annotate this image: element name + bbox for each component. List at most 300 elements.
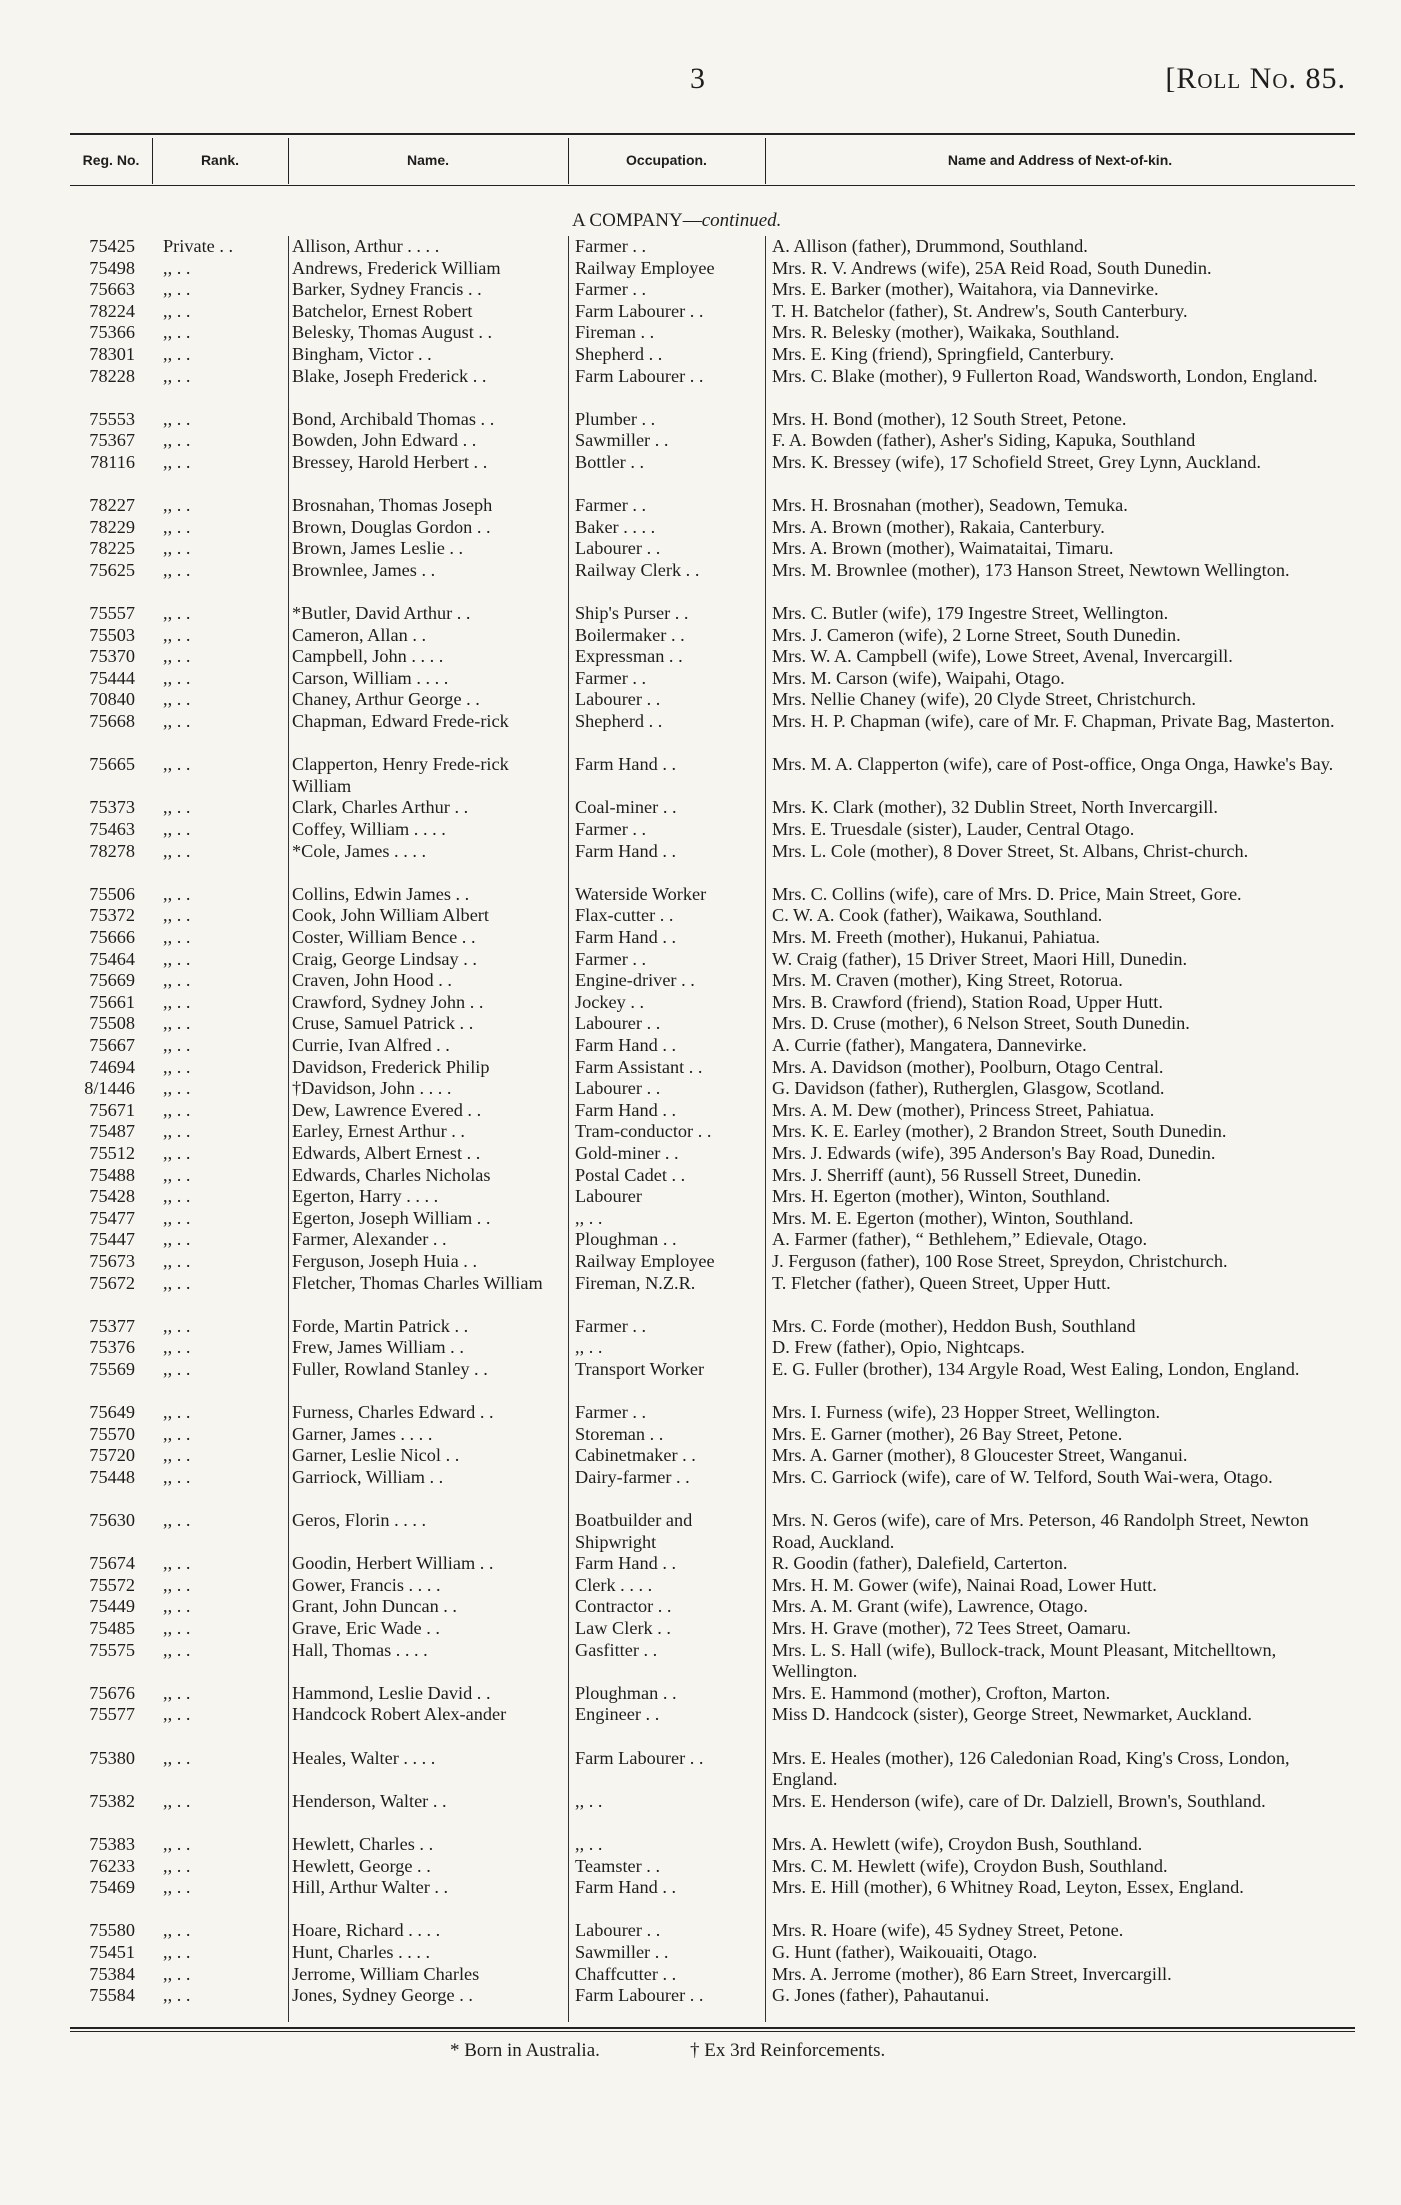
table-row bbox=[0, 344, 1401, 366]
name-cell: Hewlett, George . . bbox=[292, 1855, 431, 1876]
next-of-kin-cell: Mrs. M. Freeth (mother), Hukanui, Pahiatua. bbox=[772, 927, 1100, 947]
reg-cell: 75672 bbox=[89, 1272, 135, 1293]
name-cell: Coster, William Bence . . bbox=[292, 927, 476, 947]
name-cell: Blake, Joseph Frederick . . bbox=[292, 365, 487, 386]
name-cell: Andrews, Frederick William bbox=[292, 257, 501, 278]
next-of-kin-cell: Mrs. L. Cole (mother), 8 Dover Street, St. Albans, Christ-church. bbox=[772, 840, 1249, 861]
occupation-cell: Boatbuilder and Shipwright bbox=[575, 1510, 693, 1552]
reg-cell: 75503 bbox=[89, 624, 135, 645]
rank-cell: ,, . . bbox=[163, 365, 191, 386]
next-of-kin-cell: Mrs. K. Clark (mother), 32 Dublin Street, North Invercargill. bbox=[772, 797, 1218, 818]
rank-cell: ,, . . bbox=[163, 559, 191, 580]
next-of-kin-cell: G. Davidson (father), Rutherglen, Glasgow, Scotland. bbox=[772, 1078, 1165, 1099]
company-continued: continued. bbox=[701, 210, 782, 231]
occupation-cell: Expressman . . bbox=[575, 646, 683, 667]
name-cell: Egerton, Harry . . . . bbox=[292, 1186, 439, 1207]
table-row bbox=[0, 538, 1401, 560]
reg-cell: 75428 bbox=[89, 1186, 135, 1207]
reg-cell: 75451 bbox=[89, 1941, 135, 1962]
table-row bbox=[0, 711, 1401, 754]
table-row bbox=[0, 992, 1401, 1014]
occupation-cell: Farmer . . bbox=[575, 667, 647, 688]
next-of-kin-cell: Mrs. J. Cameron (wife), 2 Lorne Street, South Dunedin. bbox=[772, 624, 1181, 645]
occupation-cell: Railway Clerk . . bbox=[575, 559, 700, 580]
rank-cell: ,, . . bbox=[163, 1164, 191, 1185]
next-of-kin-cell: Mrs. I. Furness (wife), 23 Hopper Street, Wellington. bbox=[772, 1402, 1161, 1423]
next-of-kin-cell: Mrs. E. Hammond (mother), Crofton, Marton. bbox=[772, 1682, 1111, 1703]
reg-cell: 75584 bbox=[89, 1985, 135, 2006]
rank-cell: ,, . . bbox=[163, 1877, 191, 1898]
name-cell: Cook, John William Albert bbox=[292, 905, 489, 926]
occupation-cell: Labourer . . bbox=[575, 1078, 661, 1099]
reg-cell: 70840 bbox=[89, 689, 135, 710]
name-cell: Garner, Leslie Nicol . . bbox=[292, 1445, 460, 1466]
next-of-kin-cell: Mrs. E. Henderson (wife), care of Dr. Dalziell, Brown's, Southland. bbox=[772, 1790, 1266, 1811]
reg-cell: 75570 bbox=[89, 1423, 135, 1444]
rank-cell: ,, . . bbox=[163, 603, 191, 624]
table-row bbox=[0, 1035, 1401, 1057]
name-cell: Clapperton, Henry Frede-rick William bbox=[292, 754, 509, 796]
next-of-kin-cell: A. Farmer (father), “ Bethlehem,” Edievale, Otago. bbox=[772, 1229, 1148, 1250]
next-of-kin-cell: Mrs. A. Brown (mother), Waimataitai, Timaru. bbox=[772, 538, 1114, 559]
table-row bbox=[0, 689, 1401, 711]
occupation-cell: Farm Hand . . bbox=[575, 1034, 677, 1055]
table-row bbox=[0, 1121, 1401, 1143]
table-row bbox=[0, 1834, 1401, 1856]
table-row bbox=[0, 905, 1401, 927]
rank-cell: ,, . . bbox=[163, 1013, 191, 1034]
next-of-kin-cell: Mrs. R. V. Andrews (wife), 25A Reid Road, South Dunedin. bbox=[772, 257, 1212, 278]
reg-cell: 75553 bbox=[89, 408, 135, 429]
name-cell: Henderson, Walter . . bbox=[292, 1790, 447, 1811]
table-row bbox=[0, 668, 1401, 690]
name-cell: *Cole, James . . . . bbox=[292, 840, 427, 861]
name-cell: Garriock, William . . bbox=[292, 1466, 444, 1487]
next-of-kin-cell: Mrs. E. Truesdale (sister), Lauder, Central Otago. bbox=[772, 819, 1135, 840]
rank-cell: ,, . . bbox=[163, 1941, 191, 1962]
name-cell: Jerrome, William Charles bbox=[292, 1963, 480, 1984]
next-of-kin-cell: Mrs. A. M. Grant (wife), Lawrence, Otago. bbox=[772, 1596, 1088, 1617]
rank-cell: ,, . . bbox=[163, 1056, 191, 1077]
next-of-kin-cell: Mrs. H. Egerton (mother), Winton, Southland. bbox=[772, 1186, 1111, 1207]
reg-cell: 75625 bbox=[89, 559, 135, 580]
name-cell: Hunt, Charles . . . . bbox=[292, 1941, 431, 1962]
reg-cell: 75380 bbox=[89, 1747, 135, 1768]
occupation-cell: Ploughman . . bbox=[575, 1682, 677, 1703]
next-of-kin-cell: G. Jones (father), Pahautanui. bbox=[772, 1985, 990, 2006]
occupation-cell: Railway Employee bbox=[575, 1250, 715, 1271]
table-row bbox=[0, 1445, 1401, 1467]
next-of-kin-cell: Mrs. A. Davidson (mother), Poolburn, Otago Central. bbox=[772, 1056, 1164, 1077]
page-header bbox=[0, 62, 1401, 102]
next-of-kin-cell: Mrs. C. Blake (mother), 9 Fullerton Road, Wandsworth, London, England. bbox=[772, 365, 1318, 386]
name-cell: Currie, Ivan Alfred . . bbox=[292, 1034, 450, 1055]
rank-cell: ,, . . bbox=[163, 1142, 191, 1163]
column-header-occupation: Occupation. bbox=[626, 152, 707, 168]
name-cell: Geros, Florin . . . . bbox=[292, 1510, 427, 1531]
reg-cell: 75377 bbox=[89, 1315, 135, 1336]
next-of-kin-cell: Mrs. C. Butler (wife), 179 Ingestre Street, Wellington. bbox=[772, 603, 1169, 624]
occupation-cell: ,, . . bbox=[575, 1833, 603, 1854]
rank-cell: ,, . . bbox=[163, 1963, 191, 1984]
rank-cell: ,, . . bbox=[163, 1402, 191, 1423]
occupation-cell: Jockey . . bbox=[575, 991, 645, 1012]
reg-cell: 75666 bbox=[89, 927, 135, 947]
rank-cell: ,, . . bbox=[163, 1985, 191, 2006]
next-of-kin-cell: Mrs. H. P. Chapman (wife), care of Mr. F. Chapman, Private Bag, Masterton. bbox=[772, 711, 1335, 732]
next-of-kin-cell: Mrs. E. Hill (mother), 6 Whitney Road, Leyton, Essex, England. bbox=[772, 1877, 1244, 1898]
occupation-cell: Sawmiller . . bbox=[575, 1941, 669, 1962]
next-of-kin-cell: Mrs. L. S. Hall (wife), Bullock-track, Mount Pleasant, Mitchelltown, Wellington. bbox=[772, 1639, 1277, 1682]
table-row bbox=[0, 949, 1401, 971]
rank-cell: ,, . . bbox=[163, 991, 191, 1012]
occupation-cell: Teamster . . bbox=[575, 1855, 661, 1876]
next-of-kin-cell: Mrs. E. Garner (mother), 26 Bay Street, Petone. bbox=[772, 1423, 1123, 1444]
name-cell: Hall, Thomas . . . . bbox=[292, 1639, 428, 1660]
occupation-cell: Farmer . . bbox=[575, 236, 647, 256]
next-of-kin-cell: Mrs. J. Sherriff (aunt), 56 Russell Street, Dunedin. bbox=[772, 1164, 1142, 1185]
occupation-cell: Farmer . . bbox=[575, 1402, 647, 1423]
rank-cell: ,, . . bbox=[163, 1682, 191, 1703]
rank-cell: ,, . . bbox=[163, 1445, 191, 1466]
name-cell: Batchelor, Ernest Robert bbox=[292, 300, 473, 321]
occupation-cell: Labourer . . bbox=[575, 1920, 661, 1941]
occupation-cell: Farm Hand . . bbox=[575, 840, 677, 861]
table-row bbox=[0, 1985, 1401, 2007]
next-of-kin-cell: Mrs. H. Grave (mother), 72 Tees Street, Oamaru. bbox=[772, 1618, 1131, 1638]
next-of-kin-cell: Mrs. W. A. Campbell (wife), Lowe Street, Avenal, Invercargill. bbox=[772, 646, 1233, 667]
rank-cell: ,, . . bbox=[163, 430, 191, 451]
next-of-kin-cell: W. Craig (father), 15 Driver Street, Maori Hill, Dunedin. bbox=[772, 948, 1188, 969]
rank-cell: ,, . . bbox=[163, 538, 191, 559]
name-cell: Clark, Charles Arthur . . bbox=[292, 797, 469, 818]
reg-cell: 75477 bbox=[89, 1207, 135, 1228]
next-of-kin-cell: Miss D. Handcock (sister), George Street, Newmarket, Auckland. bbox=[772, 1704, 1252, 1725]
table-row bbox=[0, 1510, 1401, 1553]
rank-cell: ,, . . bbox=[163, 1510, 191, 1531]
reg-cell: 75508 bbox=[89, 1013, 135, 1034]
rank-cell: ,, . . bbox=[163, 948, 191, 969]
reg-cell: 75485 bbox=[89, 1618, 135, 1638]
name-cell: Allison, Arthur . . . . bbox=[292, 236, 440, 256]
table-row bbox=[0, 1424, 1401, 1446]
name-cell: Forde, Martin Patrick . . bbox=[292, 1315, 469, 1336]
occupation-cell: Farm Assistant . . bbox=[575, 1056, 703, 1077]
table-row bbox=[0, 884, 1401, 906]
occupation-cell: Bottler . . bbox=[575, 451, 645, 472]
name-cell: Davidson, Frederick Philip bbox=[292, 1056, 490, 1077]
name-cell: Jones, Sydney George . . bbox=[292, 1985, 473, 2006]
reg-cell: 78278 bbox=[89, 840, 135, 861]
occupation-cell: Storeman . . bbox=[575, 1423, 664, 1444]
name-cell: Egerton, Joseph William . . bbox=[292, 1207, 491, 1228]
occupation-cell: Farmer . . bbox=[575, 948, 647, 969]
next-of-kin-cell: Mrs. A. Hewlett (wife), Croydon Bush, Southland. bbox=[772, 1833, 1143, 1854]
occupation-cell: Gold-miner . . bbox=[575, 1142, 679, 1163]
rank-cell: ,, . . bbox=[163, 408, 191, 429]
reg-cell: 75669 bbox=[89, 970, 135, 991]
next-of-kin-cell: T. H. Batchelor (father), St. Andrew's, South Canterbury. bbox=[772, 300, 1188, 321]
occupation-cell: Farm Hand . . bbox=[575, 1099, 677, 1120]
reg-cell: 75580 bbox=[89, 1920, 135, 1941]
table-row bbox=[0, 1186, 1401, 1208]
table-row bbox=[0, 1337, 1401, 1359]
table-row bbox=[0, 754, 1401, 797]
rank-cell: ,, . . bbox=[163, 1186, 191, 1207]
occupation-cell: ,, . . bbox=[575, 1790, 603, 1811]
next-of-kin-cell: J. Ferguson (father), 100 Rose Street, Spreydon, Christchurch. bbox=[772, 1250, 1228, 1271]
rank-cell: ,, . . bbox=[163, 1574, 191, 1595]
next-of-kin-cell: Mrs. B. Crawford (friend), Station Road, Upper Hutt. bbox=[772, 991, 1163, 1012]
reg-cell: 75449 bbox=[89, 1596, 135, 1617]
occupation-cell: Boilermaker . . bbox=[575, 624, 685, 645]
occupation-cell: Farmer . . bbox=[575, 495, 647, 516]
name-cell: Gower, Francis . . . . bbox=[292, 1574, 441, 1595]
name-cell: Dew, Lawrence Evered . . bbox=[292, 1099, 482, 1120]
occupation-cell: ,, . . bbox=[575, 1207, 603, 1228]
occupation-cell: Farm Labourer . . bbox=[575, 300, 704, 321]
table-row bbox=[0, 258, 1401, 280]
table-row bbox=[0, 1877, 1401, 1920]
table-row bbox=[0, 1316, 1401, 1338]
table-row bbox=[0, 1596, 1401, 1618]
reg-cell: 8/1446 bbox=[84, 1078, 135, 1099]
occupation-cell: Transport Worker bbox=[575, 1358, 705, 1379]
reg-cell: 75382 bbox=[89, 1790, 135, 1811]
table-row bbox=[0, 322, 1401, 344]
reg-cell: 75674 bbox=[89, 1553, 135, 1574]
rank-cell: ,, . . bbox=[163, 689, 191, 710]
rank-cell: ,, . . bbox=[163, 322, 191, 343]
table-row bbox=[0, 409, 1401, 431]
reg-cell: 75676 bbox=[89, 1682, 135, 1703]
rank-cell: ,, . . bbox=[163, 1315, 191, 1336]
reg-cell: 75367 bbox=[89, 430, 135, 451]
column-header-rank: Rank. bbox=[200, 152, 240, 168]
reg-cell: 75487 bbox=[89, 1121, 135, 1142]
name-cell: Farmer, Alexander . . bbox=[292, 1229, 447, 1250]
next-of-kin-cell: C. W. A. Cook (father), Waikawa, Southland. bbox=[772, 905, 1103, 926]
table-row bbox=[0, 1251, 1401, 1273]
rank-cell: ,, . . bbox=[163, 624, 191, 645]
rank-cell: ,, . . bbox=[163, 1207, 191, 1228]
occupation-cell: Chaffcutter . . bbox=[575, 1963, 677, 1984]
rank-cell: ,, . . bbox=[163, 1358, 191, 1379]
reg-cell: 75667 bbox=[89, 1034, 135, 1055]
occupation-cell: Shepherd . . bbox=[575, 711, 663, 732]
occupation-cell: Baker . . . . bbox=[575, 516, 656, 537]
occupation-cell: Farmer . . bbox=[575, 819, 647, 840]
occupation-cell: Clerk . . . . bbox=[575, 1574, 653, 1595]
next-of-kin-cell: T. Fletcher (father), Queen Street, Upper Hutt. bbox=[772, 1272, 1111, 1293]
table-row bbox=[0, 603, 1401, 625]
occupation-cell: Plumber . . bbox=[575, 408, 656, 429]
next-of-kin-cell: F. A. Bowden (father), Asher's Siding, Kapuka, Southland bbox=[772, 430, 1196, 451]
rank-cell: ,, . . bbox=[163, 1704, 191, 1725]
next-of-kin-cell: Mrs. C. Collins (wife), care of Mrs. D. Price, Main Street, Gore. bbox=[772, 883, 1242, 904]
occupation-cell: Ship's Purser . . bbox=[575, 603, 689, 624]
table-row bbox=[0, 1575, 1401, 1597]
name-cell: Frew, James William . . bbox=[292, 1337, 464, 1358]
table-row bbox=[0, 1100, 1401, 1122]
rank-cell: ,, . . bbox=[163, 1034, 191, 1055]
rank-cell: ,, . . bbox=[163, 1229, 191, 1250]
table-row bbox=[0, 1748, 1401, 1791]
rank-cell: ,, . . bbox=[163, 840, 191, 861]
name-cell: Handcock Robert Alex-ander bbox=[292, 1704, 507, 1725]
next-of-kin-cell: Mrs. A. M. Dew (mother), Princess Street, Pahiatua. bbox=[772, 1099, 1155, 1120]
table-row bbox=[0, 1964, 1401, 1986]
rank-cell: ,, . . bbox=[163, 1833, 191, 1854]
occupation-cell: Fireman . . bbox=[575, 322, 655, 343]
table-row bbox=[0, 1856, 1401, 1878]
reg-cell: 75447 bbox=[89, 1229, 135, 1250]
reg-cell: 75557 bbox=[89, 603, 135, 624]
rank-cell: ,, . . bbox=[163, 819, 191, 840]
name-cell: †Davidson, John . . . . bbox=[292, 1078, 452, 1099]
next-of-kin-cell: Mrs. M. Brownlee (mother), 173 Hanson Street, Newtown Wellington. bbox=[772, 559, 1290, 580]
rank-cell: ,, . . bbox=[163, 1250, 191, 1271]
table-row bbox=[0, 1942, 1401, 1964]
occupation-cell: Farm Hand . . bbox=[575, 754, 677, 775]
reg-cell: 78225 bbox=[89, 538, 135, 559]
name-cell: Chapman, Edward Frede-rick bbox=[292, 711, 509, 732]
name-cell: Carson, William . . . . bbox=[292, 667, 449, 688]
table-row bbox=[0, 366, 1401, 409]
name-cell: Hewlett, Charles . . bbox=[292, 1833, 434, 1854]
reg-cell: 75366 bbox=[89, 322, 135, 343]
rank-cell: ,, . . bbox=[163, 1466, 191, 1487]
next-of-kin-cell: E. G. Fuller (brother), 134 Argyle Road, West Ealing, London, England. bbox=[772, 1358, 1300, 1379]
rank-cell: ,, . . bbox=[163, 927, 191, 947]
reg-cell: 78229 bbox=[89, 516, 135, 537]
table-row bbox=[0, 1704, 1401, 1747]
reg-cell: 75376 bbox=[89, 1337, 135, 1358]
occupation-cell: Labourer . . bbox=[575, 538, 661, 559]
reg-cell: 75572 bbox=[89, 1574, 135, 1595]
reg-cell: 75448 bbox=[89, 1466, 135, 1487]
rank-cell: ,, . . bbox=[163, 343, 191, 364]
column-header-next-of-kin: Name and Address of Next-of-kin. bbox=[947, 152, 1173, 168]
rank-cell: ,, . . bbox=[163, 257, 191, 278]
occupation-cell: Engineer . . bbox=[575, 1704, 660, 1725]
name-cell: Brown, Douglas Gordon . . bbox=[292, 516, 491, 537]
name-cell: Craig, George Lindsay . . bbox=[292, 948, 477, 969]
occupation-cell: Farm Hand . . bbox=[575, 1877, 677, 1898]
rank-cell: ,, . . bbox=[163, 1747, 191, 1768]
name-cell: Campbell, John . . . . bbox=[292, 646, 444, 667]
name-cell: Furness, Charles Edward . . bbox=[292, 1402, 494, 1423]
next-of-kin-cell: Mrs. Nellie Chaney (wife), 20 Clyde Street, Christchurch. bbox=[772, 689, 1196, 710]
name-cell: Hoare, Richard . . . . bbox=[292, 1920, 441, 1941]
next-of-kin-cell: Mrs. D. Cruse (mother), 6 Nelson Street, South Dunedin. bbox=[772, 1013, 1190, 1034]
table-row bbox=[0, 1208, 1401, 1230]
reg-cell: 78227 bbox=[89, 495, 135, 516]
table-row bbox=[0, 797, 1401, 819]
name-cell: Grave, Eric Wade . . bbox=[292, 1618, 440, 1638]
next-of-kin-cell: Mrs. K. Bressey (wife), 17 Schofield Street, Grey Lynn, Auckland. bbox=[772, 451, 1261, 472]
reg-cell: 75488 bbox=[89, 1164, 135, 1185]
rank-cell: ,, . . bbox=[163, 1553, 191, 1574]
table-row bbox=[0, 1791, 1401, 1834]
company-heading bbox=[572, 210, 781, 232]
next-of-kin-cell: Mrs. H. Bond (mother), 12 South Street, Petone. bbox=[772, 408, 1127, 429]
occupation-cell: Flax-cutter . . bbox=[575, 905, 674, 926]
reg-cell: 75569 bbox=[89, 1358, 135, 1379]
occupation-cell: Farm Labourer . . bbox=[575, 1747, 704, 1768]
rank-cell: ,, . . bbox=[163, 1790, 191, 1811]
occupation-cell: Farm Hand . . bbox=[575, 927, 677, 947]
table-row bbox=[0, 1618, 1401, 1640]
rank-cell: ,, . . bbox=[163, 1920, 191, 1941]
footnote-born-australia: * Born in Australia. bbox=[450, 2040, 600, 2061]
table-row bbox=[0, 819, 1401, 841]
name-cell: Edwards, Charles Nicholas bbox=[292, 1164, 491, 1185]
name-cell: Grant, John Duncan . . bbox=[292, 1596, 458, 1617]
next-of-kin-cell: G. Hunt (father), Waikouaiti, Otago. bbox=[772, 1941, 1038, 1962]
table-row bbox=[0, 279, 1401, 301]
reg-cell: 75661 bbox=[89, 991, 135, 1012]
reg-cell: 75425 bbox=[89, 236, 135, 256]
table-row bbox=[0, 517, 1401, 539]
reg-cell: 75506 bbox=[89, 883, 135, 904]
occupation-cell: Farmer . . bbox=[575, 279, 647, 300]
next-of-kin-cell: Mrs. M. Craven (mother), King Street, Rotorua. bbox=[772, 970, 1123, 991]
rank-cell: ,, . . bbox=[163, 1121, 191, 1142]
reg-cell: 75469 bbox=[89, 1877, 135, 1898]
table-row bbox=[0, 1683, 1401, 1705]
rank-cell: ,, . . bbox=[163, 1272, 191, 1293]
rank-cell: ,, . . bbox=[163, 797, 191, 818]
name-cell: Fletcher, Thomas Charles William bbox=[292, 1272, 543, 1293]
occupation-cell: Ploughman . . bbox=[575, 1229, 677, 1250]
name-cell: Bond, Archibald Thomas . . bbox=[292, 408, 495, 429]
next-of-kin-cell: Mrs. N. Geros (wife), care of Mrs. Peterson, 46 Randolph Street, Newton Road, Auckland. bbox=[772, 1510, 1309, 1552]
table-row bbox=[0, 646, 1401, 668]
next-of-kin-cell: Mrs. E. Heales (mother), 126 Caledonian Road, King's Cross, London, England. bbox=[772, 1747, 1290, 1790]
occupation-cell: Coal-miner . . bbox=[575, 797, 677, 818]
next-of-kin-cell: Mrs. M. E. Egerton (mother), Winton, Southland. bbox=[772, 1207, 1134, 1228]
next-of-kin-cell: Mrs. J. Edwards (wife), 395 Anderson's Bay Road, Dunedin. bbox=[772, 1142, 1216, 1163]
next-of-kin-cell: Mrs. H. M. Gower (wife), Nainai Road, Lower Hutt. bbox=[772, 1574, 1157, 1595]
table-row bbox=[0, 452, 1401, 495]
table-row bbox=[0, 1553, 1401, 1575]
next-of-kin-cell: R. Goodin (father), Dalefield, Carterton. bbox=[772, 1553, 1068, 1574]
name-cell: Coffey, William . . . . bbox=[292, 819, 446, 840]
table-row bbox=[0, 1359, 1401, 1402]
next-of-kin-cell: Mrs. E. King (friend), Springfield, Canterbury. bbox=[772, 343, 1115, 364]
occupation-cell: Tram-conductor . . bbox=[575, 1121, 712, 1142]
rank-cell: ,, . . bbox=[163, 970, 191, 991]
reg-cell: 75668 bbox=[89, 711, 135, 732]
name-cell: Bingham, Victor . . bbox=[292, 343, 432, 364]
rank-cell: ,, . . bbox=[163, 1639, 191, 1660]
table-row bbox=[0, 1057, 1401, 1079]
next-of-kin-cell: Mrs. R. Hoare (wife), 45 Sydney Street, Petone. bbox=[772, 1920, 1124, 1941]
reg-cell: 75720 bbox=[89, 1445, 135, 1466]
table-row bbox=[0, 560, 1401, 603]
table-row bbox=[0, 1165, 1401, 1187]
table-row bbox=[0, 236, 1401, 258]
name-cell: Cruse, Samuel Patrick . . bbox=[292, 1013, 474, 1034]
reg-cell: 75370 bbox=[89, 646, 135, 667]
footnote-ex-reinforcements: † Ex 3rd Reinforcements. bbox=[690, 2040, 886, 2061]
reg-cell: 75373 bbox=[89, 797, 135, 818]
name-cell: Fuller, Rowland Stanley . . bbox=[292, 1358, 488, 1379]
occupation-cell: Waterside Worker bbox=[575, 883, 707, 904]
reg-cell: 74694 bbox=[89, 1056, 135, 1077]
name-cell: *Butler, David Arthur . . bbox=[292, 603, 471, 624]
